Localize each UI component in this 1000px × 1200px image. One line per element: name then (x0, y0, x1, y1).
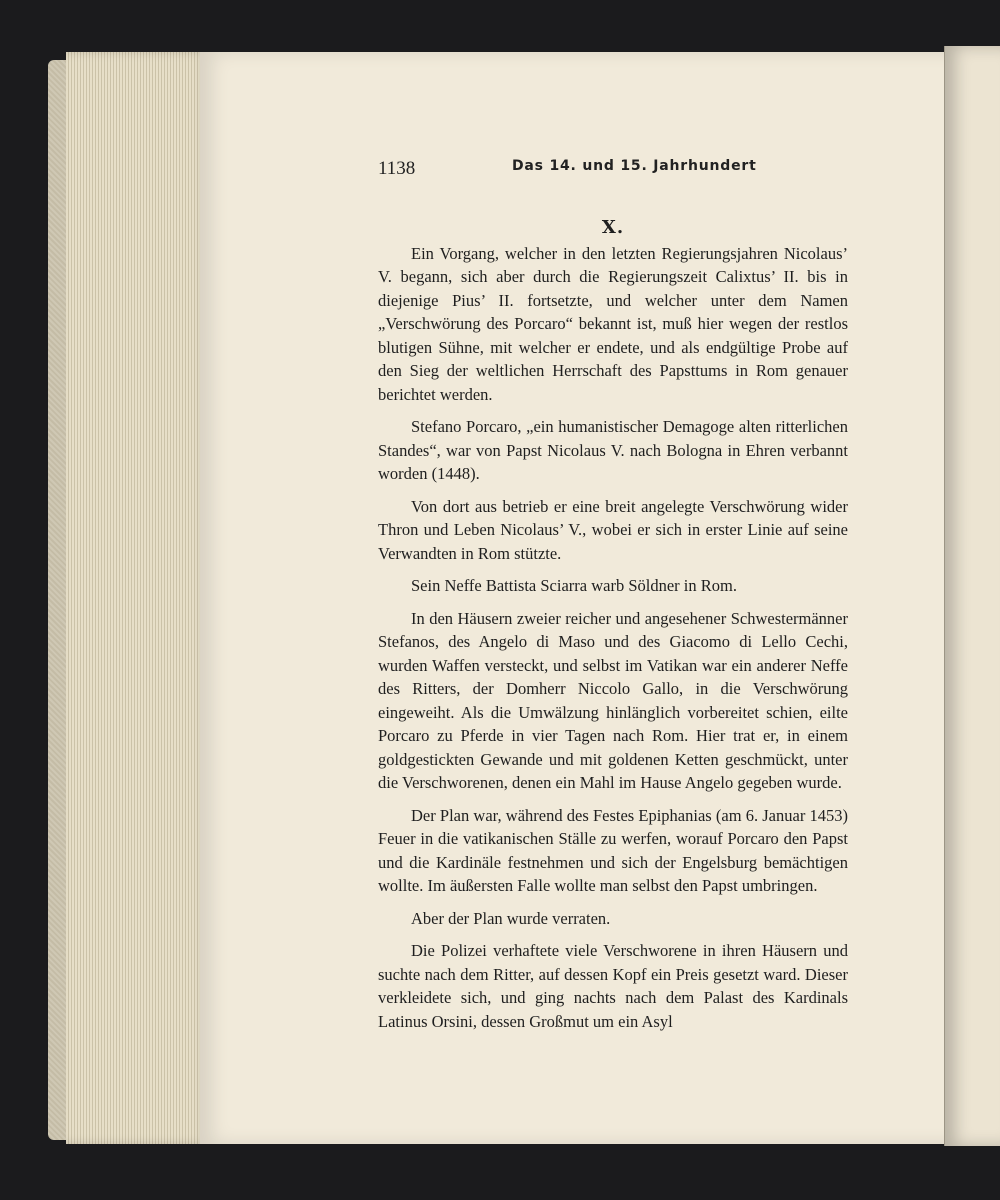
facing-page-edge (944, 46, 1000, 1146)
paragraph: Sein Neffe Battista Sciarra warb Söldner in Rom. (411, 576, 737, 595)
body-text (378, 216, 848, 1042)
page-number: 1138 (378, 158, 416, 179)
paragraph: Ein Vorgang, welcher in den letzten Regierungsjahren Nicolaus’ V. begann, sich aber durch die Regierungszeit Calixtus’ II. bis in diejenige Pius’ II. fortsetzte, und welcher unter dem Namen „Verschwörung des Porcaro“ bekannt ist, muß hier wegen der restlos blutigen Sühne, mit welcher er endete, und als endgültige Probe auf den Sieg der weltlichen Herrschaft des Papsttums in Rom genauer berichtet werden. (378, 243, 848, 404)
paragraph: Aber der Plan wurde verraten. (411, 908, 611, 928)
paragraph: In den Häusern zweier reicher und angesehener Schwestermänner Stefanos, des Angelo di Maso und des Giacomo di Lello Cechi, wurden Waffen versteckt, und selbst im Vatikan war ein anderer Neffe des Ritters, der Domherr Niccolo Gallo, in die Verschwörung eingeweiht. Als die Umwälzung hinlänglich vorbereitet schien, eilte Porcaro zu Pferde in vier Tagen nach Rom. Hier trat er, in einem goldgestickten Gewande und mit goldenen Ketten geschmückt, unter die Verschworenen, denen ein Mahl im Hause Angelo gegeben wurde. (378, 608, 848, 792)
section-heading: X. (601, 217, 625, 238)
paragraph: Der Plan war, während des Festes Epiphanias (am 6. Januar 1453) Feuer in die vatikanischen Ställe zu werfen, worauf Porcaro den Papst und die Kardinäle festnehmen und sich der Engelsburg bemächtigen wollte. Im äußersten Falle wollte man selbst den Papst umbringen. (378, 805, 848, 895)
page-fore-edge (66, 52, 208, 1144)
page-header (378, 152, 848, 182)
running-title: Das 14. und 15. Jahrhundert (512, 158, 757, 174)
paragraph: Die Polizei verhaftete viele Verschworene in ihren Häusern und suchte nach dem Ritter, auf dessen Kopf ein Preis gesetzt ward. Dieser verkleidete sich, und ging nachts nach dem Palast des Kardinals Latinus Orsini, dessen Großmut um ein Asyl (378, 941, 848, 1031)
paragraph: Stefano Porcaro, „ein humanistischer Demagoge alten ritterlichen Standes“, war von Papst Nicolaus V. nach Bologna in Ehren verbannt worden (1448). (378, 417, 848, 483)
paragraph: Von dort aus betrieb er eine breit angelegte Verschwörung wider Thron und Leben Nicolaus’ V., wobei er sich in erster Linie auf seine Verwandten in Rom stützte. (378, 496, 848, 563)
